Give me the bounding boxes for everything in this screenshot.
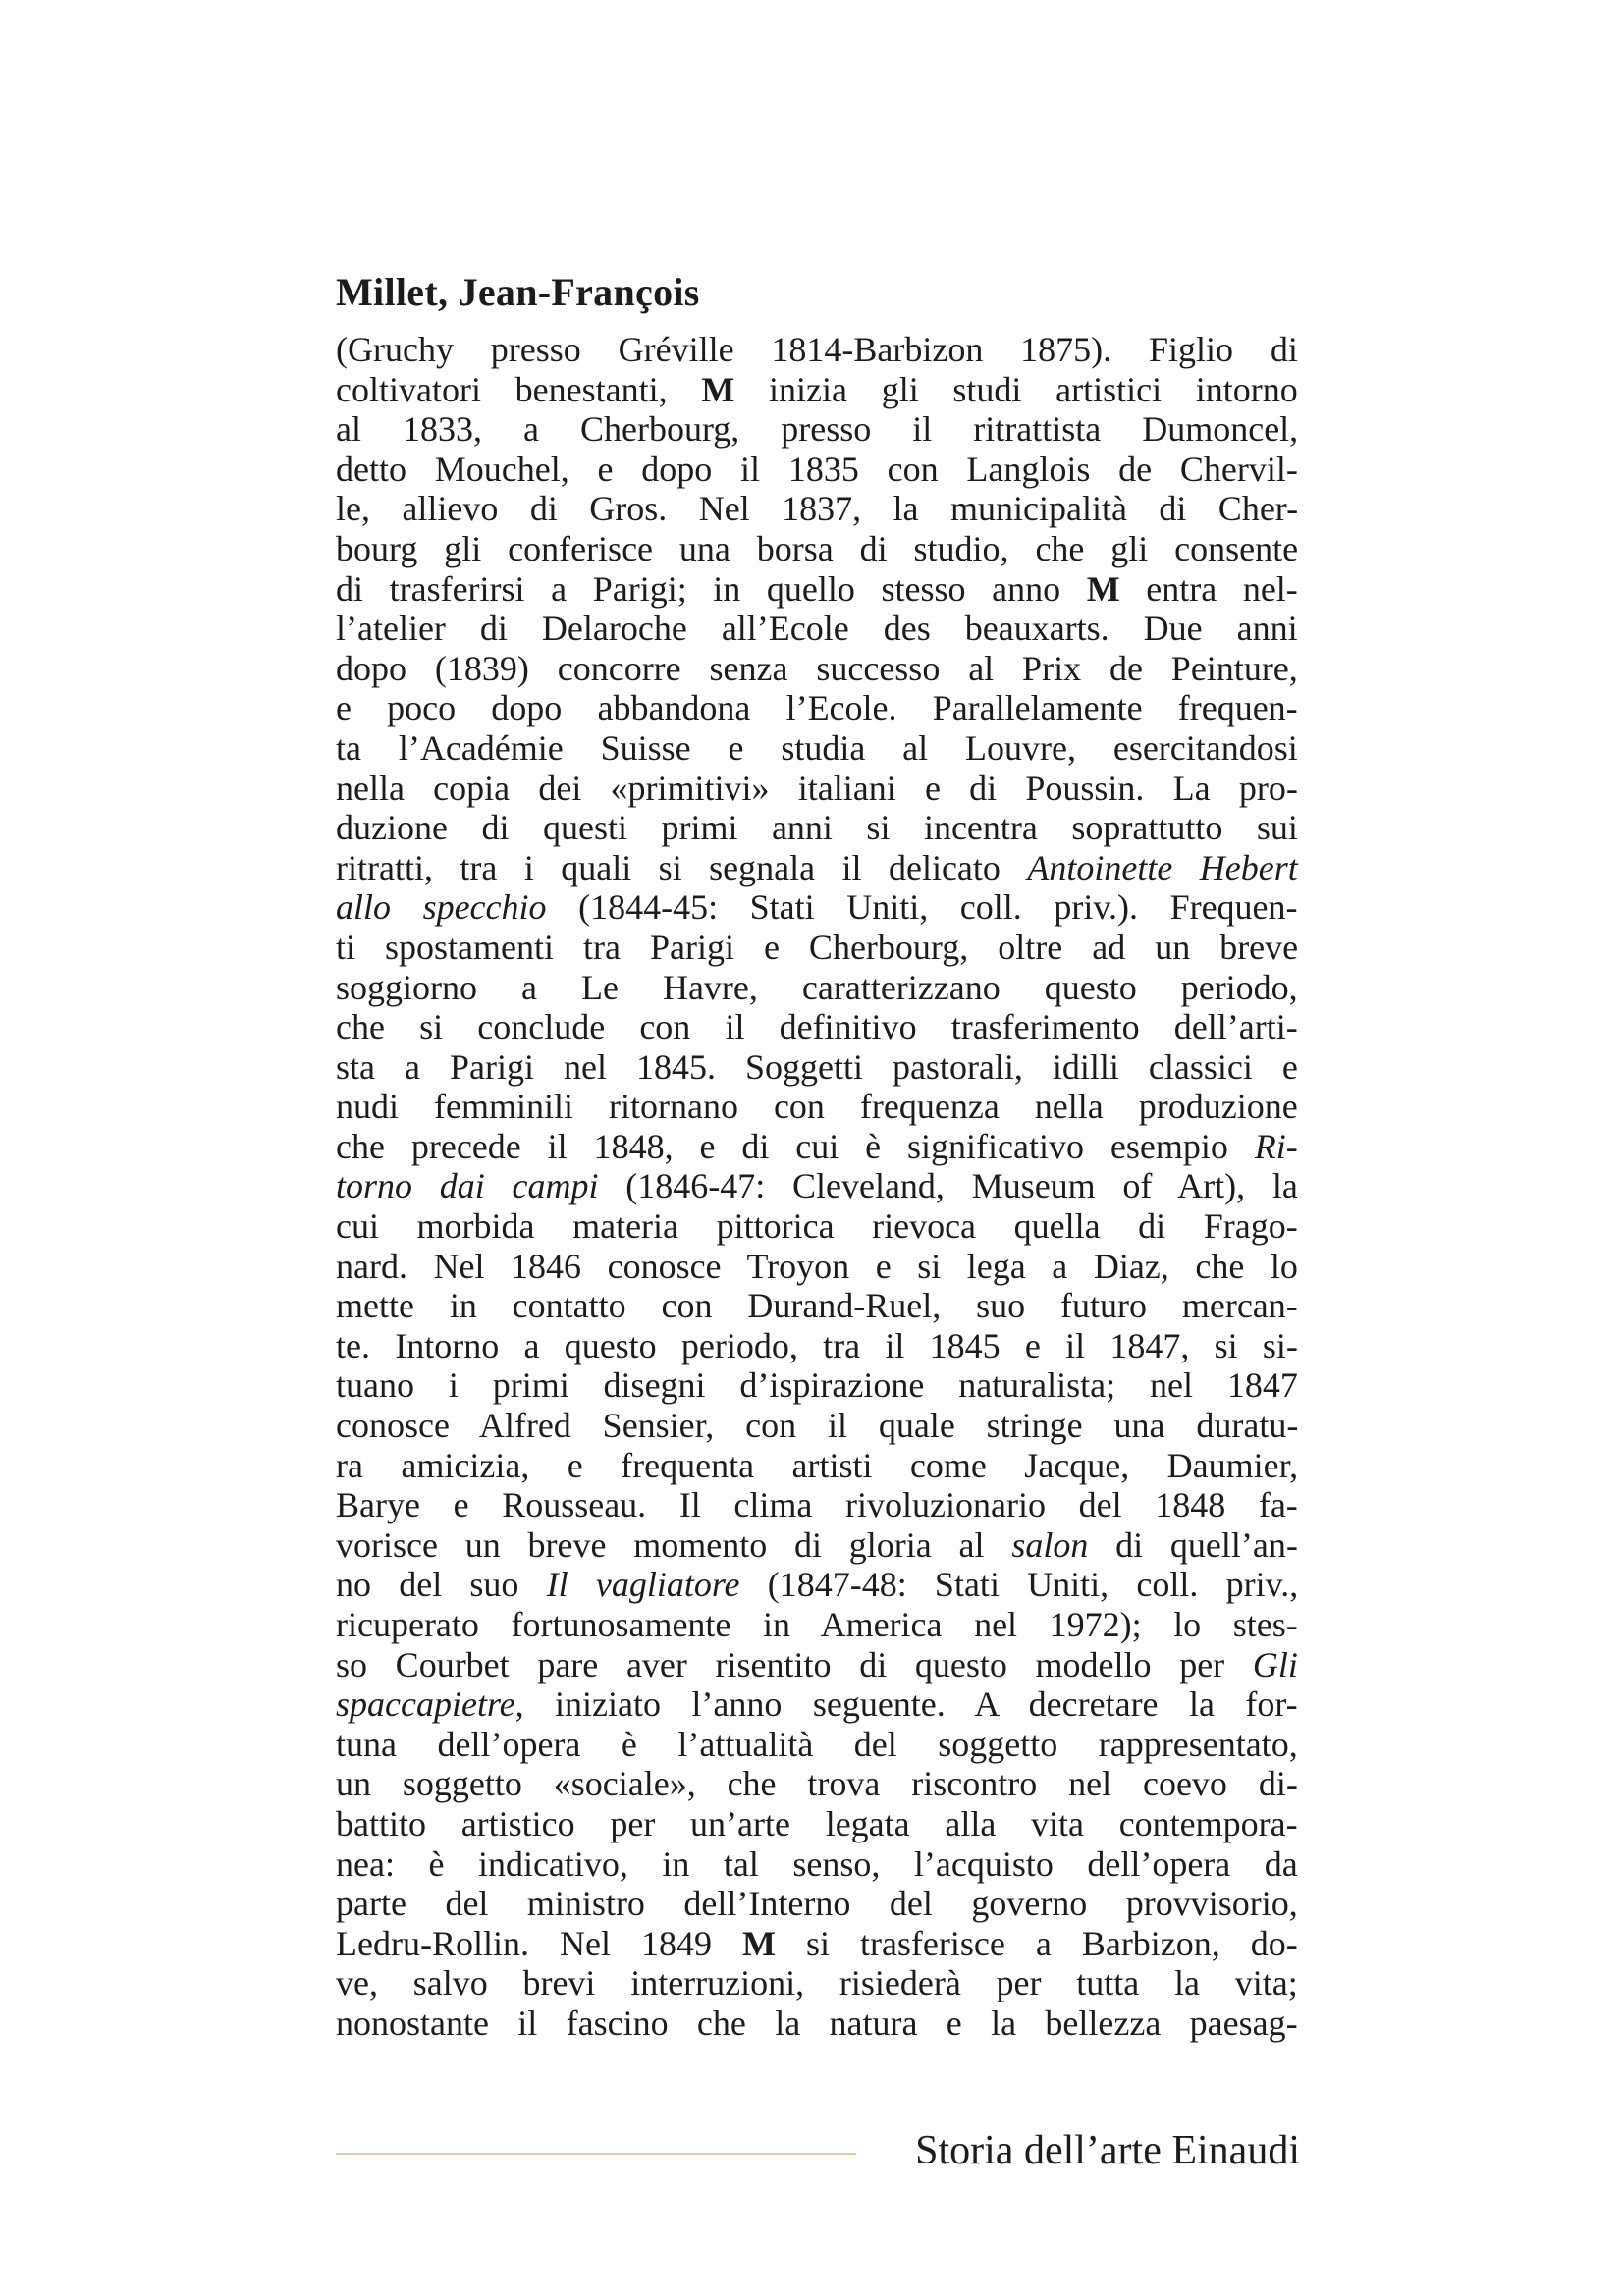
text-segment: no del suo: [336, 1565, 547, 1605]
text-segment: ve, salvo brevi interruzioni, risiederà per tutta la vita;: [336, 1963, 1298, 2003]
body-line: [336, 1485, 1298, 1525]
text-segment: bourg gli conferisce una borsa di studio, che gli consente: [336, 528, 1299, 568]
text-segment: dopo (1839) concorre senza successo al Prix de Peinture,: [336, 648, 1298, 688]
body-line: [336, 1525, 1298, 1566]
text-segment: vorisce un breve momento di gloria al: [336, 1524, 1012, 1565]
body-line: [336, 330, 1298, 370]
text-segment: ra amicizia, e frequenta artisti come Jacque, Daumier,: [336, 1445, 1299, 1485]
body-line: [336, 928, 1298, 968]
body-line: [336, 1326, 1298, 1366]
body-line: [336, 1286, 1298, 1326]
body-line: [336, 769, 1298, 809]
text-segment: (Gruchy presso Gréville 1814-Barbizon 1875). Figlio di: [336, 330, 1298, 369]
text-segment: (1846-47: Cleveland, Museum of Art), la: [598, 1166, 1298, 1206]
body-line: [336, 1565, 1298, 1605]
body-line: [336, 968, 1298, 1008]
body-line: [336, 1684, 1298, 1725]
body-line: [336, 1166, 1298, 1206]
text-segment: inizia gli studi artistici intorno: [734, 369, 1298, 409]
body-line: [336, 1247, 1298, 1287]
body-line: [336, 409, 1298, 450]
italic-title: allo specchio: [336, 887, 547, 928]
text-segment: nard. Nel 1846 conosce Troyon e si lega a Diaz, che lo: [336, 1246, 1298, 1286]
text-segment: conosce Alfred Sensier, con il quale stringe una duratu-: [336, 1406, 1299, 1446]
body-line: [336, 1406, 1298, 1446]
text-segment: nella copia dei «primitivi» italiani e di Poussin. La pro-: [336, 768, 1298, 808]
text-segment: Ledru-Rollin. Nel 1849: [336, 1923, 742, 1963]
italic-title: torno dai campi: [336, 1166, 599, 1206]
text-segment: di trasferirsi a Parigi; in quello stesso anno: [336, 568, 1087, 609]
bold-initial: M: [741, 1923, 776, 1963]
text-segment: nonostante il fascino che la natura e la bellezza paesag-: [336, 2002, 1298, 2043]
text-segment: soggiorno a Le Havre, caratterizzano questo periodo,: [336, 967, 1298, 1007]
text-segment: coltivatori benestanti,: [336, 369, 702, 409]
body-line: [336, 649, 1298, 689]
body-line: [336, 688, 1298, 728]
text-segment: te. Intorno a questo periodo, tra il 1845 e il 1847, si si-: [336, 1325, 1298, 1365]
body-line: [336, 1764, 1298, 1804]
text-segment: entra nel-: [1119, 568, 1298, 609]
text-segment: duzione di questi primi anni si incentra soprattutto sui: [336, 808, 1298, 848]
text-segment: (1844-45: Stati Uniti, coll. priv.). Frequen-: [546, 887, 1298, 928]
body-line: [336, 529, 1298, 569]
text-segment: al 1833, a Cherbourg, presso il ritrattista Dumoncel,: [336, 409, 1299, 450]
body-line: [336, 370, 1298, 410]
text-segment: parte del ministro dell’Interno del governo provvisorio,: [336, 1884, 1298, 1924]
text-segment: so Courbet pare aver risentito di questo modello per: [336, 1644, 1253, 1684]
text-segment: un soggetto «sociale», che trova riscontro nel coevo di-: [336, 1764, 1298, 1804]
body-line: [336, 848, 1298, 888]
body-line: [336, 1804, 1298, 1844]
text-segment: sta a Parigi nel 1845. Soggetti pastorali, idilli classici e: [336, 1046, 1298, 1087]
body-line: [336, 450, 1298, 490]
footer-rule: [336, 2153, 856, 2155]
bold-initial: M: [1086, 568, 1120, 609]
body-line: [336, 609, 1298, 649]
italic-title: Gli: [1252, 1644, 1298, 1684]
text-segment: Barye e Rousseau. Il clima rivoluzionario del 1848 fa-: [336, 1485, 1298, 1525]
text-segment: ta l’Académie Suisse e studia al Louvre, esercitandosi: [336, 727, 1298, 768]
text-segment: (1847-48: Stati Uniti, coll. priv.,: [739, 1565, 1299, 1605]
body-line: [336, 1206, 1298, 1247]
text-segment: ti spostamenti tra Parigi e Cherbourg, oltre ad un breve: [336, 927, 1299, 967]
text-segment: nea: è indicativo, in tal senso, l’acquisto dell’opera da: [336, 1843, 1298, 1884]
text-segment: ritratti, tra i quali si segnala il delicato: [336, 847, 1028, 887]
text-segment: di quell’an-: [1088, 1524, 1298, 1565]
body-line: [336, 808, 1298, 848]
body-line: [336, 1087, 1298, 1127]
text-segment: cui morbida materia pittorica rievoca quella di Frago-: [336, 1206, 1298, 1247]
italic-title: spaccapietre: [336, 1684, 515, 1725]
bold-initial: M: [701, 369, 735, 409]
entry-title: Millet, Jean-François: [336, 270, 700, 314]
text-segment: mette in contatto con Durand-Ruel, suo futuro mercan-: [336, 1286, 1298, 1326]
body-line: [336, 489, 1298, 529]
text-segment: battito artistico per un’arte legata alla vita contempora-: [336, 1803, 1298, 1843]
italic-title: Antoinette Hebert: [1027, 847, 1298, 887]
body-line: [336, 1844, 1298, 1885]
body-line: [336, 1446, 1298, 1486]
text-segment: si trasferisce a Barbizon, do-: [775, 1923, 1298, 1963]
body-line: [336, 887, 1298, 928]
body-line: [336, 1127, 1298, 1167]
italic-title: salon: [1011, 1524, 1089, 1565]
body-line: [336, 1007, 1298, 1047]
body-line: [336, 728, 1298, 769]
text-segment: che precede il 1848, e di cui è significativo esempio: [336, 1126, 1255, 1166]
body-line: [336, 1047, 1298, 1088]
text-segment: tuna dell’opera è l’attualità del soggetto rappresentato,: [336, 1724, 1298, 1764]
text-segment: le, allievo di Gros. Nel 1837, la municipalità di Cher-: [336, 489, 1299, 529]
text-segment: detto Mouchel, e dopo il 1835 con Langlois de Chervil-: [336, 449, 1298, 489]
text-segment: tuano i primi disegni d’ispirazione naturalista; nel 1847: [336, 1365, 1298, 1406]
body-line: [336, 569, 1298, 610]
body-line: [336, 1725, 1298, 1765]
body-line: [336, 2003, 1298, 2044]
italic-title: Il vagliatore: [546, 1565, 740, 1605]
body-line: [336, 1645, 1298, 1685]
body-line: [336, 1924, 1298, 1964]
body-line: [336, 1884, 1298, 1924]
text-segment: ricuperato fortunosamente in America nel 1972); lo stes-: [336, 1605, 1298, 1644]
text-segment: che si conclude con il definitivo trasferimento dell’arti-: [336, 1007, 1298, 1047]
body-line: [336, 1963, 1298, 2003]
text-segment: l’atelier di Delaroche all’Ecole des beauxarts. Due anni: [336, 609, 1298, 649]
body-line: [336, 1605, 1298, 1645]
body-line: [336, 1365, 1298, 1406]
text-segment: nudi femminili ritornano con frequenza nella produzione: [336, 1087, 1298, 1127]
italic-title: Ri-: [1254, 1126, 1298, 1166]
text-segment: , iniziato l’anno seguente. A decretare la for-: [514, 1684, 1298, 1725]
footer-publication-title: Storia dell’arte Einaudi: [915, 2128, 1300, 2173]
entry-body: [336, 330, 1298, 2044]
text-segment: e poco dopo abbandona l’Ecole. Parallelamente frequen-: [336, 688, 1298, 728]
